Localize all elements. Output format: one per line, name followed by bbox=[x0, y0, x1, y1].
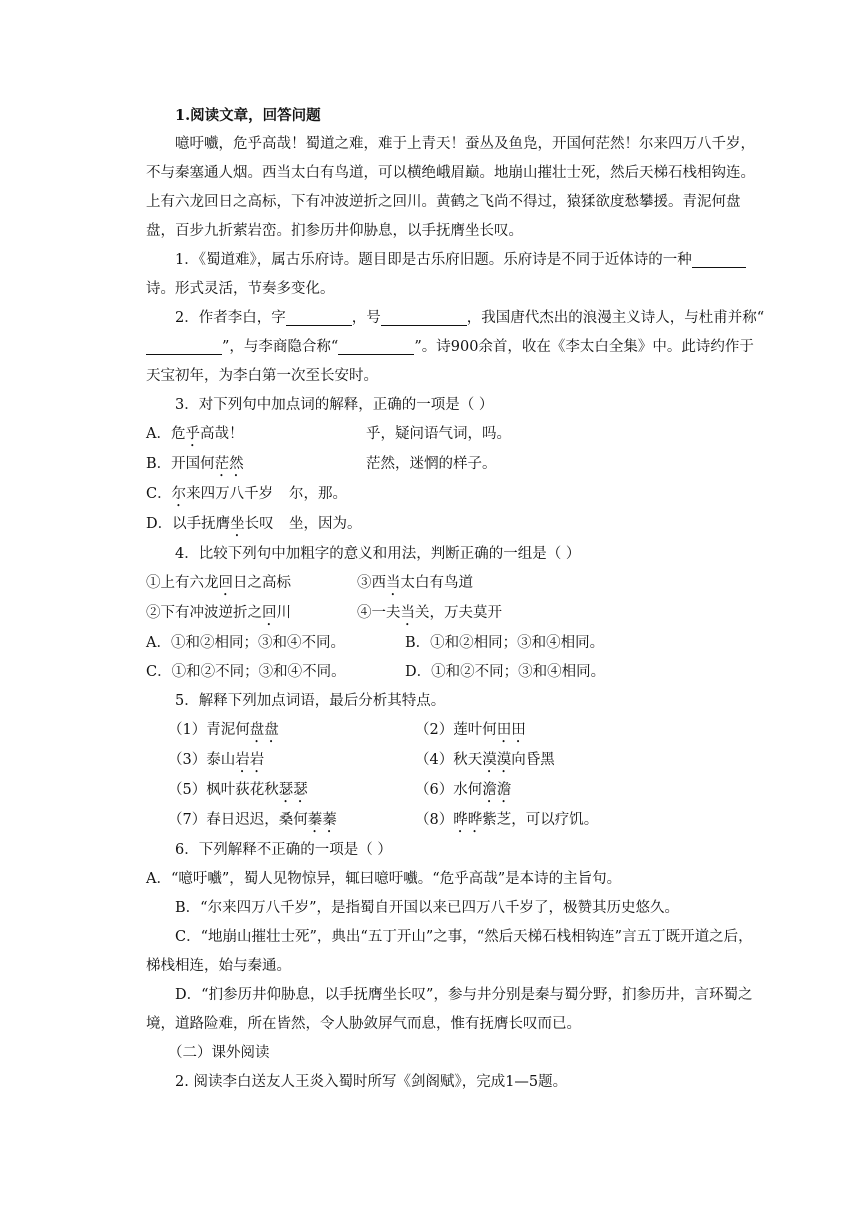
sentence-text: ④一夫 bbox=[357, 605, 401, 621]
item-1-post: 诗。形式灵活，节奏多变化。 bbox=[146, 281, 335, 297]
dotted-word: 坐 bbox=[230, 516, 245, 532]
option-explanation: 茫然，迷惘的样子。 bbox=[366, 456, 497, 472]
item-4-sentences-row-2 bbox=[146, 599, 766, 629]
dotted-word: 岩岩 bbox=[235, 752, 265, 768]
item-4-options-row-2 bbox=[146, 658, 766, 687]
option-text: 长叹 bbox=[244, 516, 274, 532]
blank-li-du[interactable] bbox=[146, 336, 222, 355]
item-5-stem: 5．解释下列加点词语，最后分析其特点。 bbox=[175, 693, 446, 709]
phrase-text: （4）秋天 bbox=[415, 752, 483, 768]
item-2-text-c: ，我国唐代杰出的浪漫主义诗人，与杜甫并称“ bbox=[466, 310, 765, 326]
option-text: 高哉！ bbox=[199, 426, 244, 442]
dotted-word: 乎 bbox=[185, 426, 200, 442]
item-2 bbox=[146, 304, 766, 391]
item-1 bbox=[146, 246, 766, 304]
item-4-options-row-1 bbox=[146, 629, 766, 658]
option-text: B．开国何 bbox=[146, 456, 215, 472]
option-explanation: 尔，那。 bbox=[289, 486, 347, 502]
option-explanation: 乎，疑问语气词，吗。 bbox=[366, 426, 511, 442]
phrase-text: （5）枫叶荻花秋 bbox=[168, 782, 279, 798]
sentence-text: 川 bbox=[276, 605, 291, 621]
item-3-option-a bbox=[146, 420, 766, 450]
option-text: A．危 bbox=[146, 426, 186, 442]
option-c: C．①和②不同；③和④不同。 bbox=[146, 664, 346, 680]
blank-courtesy-name[interactable] bbox=[286, 307, 352, 326]
dotted-word: 茫然 bbox=[214, 456, 244, 472]
sentence-text: ②下有冲波逆折之 bbox=[146, 605, 262, 621]
phrase-text: （8） bbox=[415, 812, 454, 828]
option-text: C． bbox=[146, 486, 172, 502]
sentence-text: 日之高标 bbox=[233, 575, 291, 591]
phrase-text: 紫芝，可以疗饥。 bbox=[482, 812, 599, 828]
blank-xiao-li-du[interactable] bbox=[338, 336, 414, 355]
item-2-text-b: ，号 bbox=[351, 310, 381, 326]
phrase-text: （3）泰山 bbox=[168, 752, 236, 768]
item-2-text-d: ”，与李商隐合称“ bbox=[222, 339, 339, 355]
sentence-text: 关，万夫莫开 bbox=[415, 605, 502, 621]
dotted-word: 当 bbox=[386, 575, 401, 591]
item-5-row-3 bbox=[146, 776, 766, 806]
item-6-stem: 6．下列解释不正确的一项是（ ） bbox=[175, 842, 392, 858]
document-content bbox=[146, 101, 766, 1097]
phrase-text: （7）春日迟迟，桑何 bbox=[168, 812, 308, 828]
option-d: D．①和②不同；③和④相同。 bbox=[405, 664, 606, 680]
blank-art-name[interactable] bbox=[381, 307, 467, 326]
phrase-text: （2）莲叶何 bbox=[415, 722, 497, 738]
item-5-row-4 bbox=[146, 806, 766, 836]
dotted-word: 回 bbox=[262, 605, 277, 621]
blank-poem-type[interactable] bbox=[692, 249, 746, 268]
item-3-option-d bbox=[146, 510, 766, 540]
dotted-word: 晔晔 bbox=[453, 812, 483, 828]
item-6-option-b: B．“尔来四万八千岁”，是指蜀自开国以来已四万八千岁了，极赞其历史悠久。 bbox=[175, 900, 679, 916]
dotted-word: 瑟瑟 bbox=[278, 782, 308, 798]
dotted-word: 当 bbox=[400, 605, 415, 621]
item-3-option-c bbox=[146, 480, 766, 510]
dotted-word: 蓁蓁 bbox=[307, 812, 337, 828]
passage-text: 噫吁嚱，危乎高哉！蜀道之难，难于上青天！蚕丛及鱼凫，开国何茫然！尔来四万八千岁，不与秦塞通人烟。西当太白有鸟道，可以横绝峨眉巅。地崩山摧壮士死，然后天梯石栈相钩连。上有六龙回日之高标，下有冲波逆折之回川。黄鹤之飞尚不得过，猿猱欲度愁攀援。青泥何盘盘，百步九折萦岩峦。扪参历井仰胁息，以手抚膺坐长叹。 bbox=[146, 136, 755, 239]
dotted-word: 尔 bbox=[171, 486, 187, 502]
dotted-word: 田田 bbox=[496, 722, 526, 738]
item-4-sentences-row-1 bbox=[146, 569, 766, 599]
item-1-pre: 1．《蜀道难》，属古乐府诗。题目即是古乐府旧题。乐府诗是不同于近体诗的一种 bbox=[175, 252, 692, 268]
sentence-text: ③西 bbox=[357, 575, 386, 591]
question-1-title: 1.阅读文章，回答问题 bbox=[175, 107, 321, 124]
item-3-option-b bbox=[146, 450, 766, 480]
item-4-stem: 4．比较下列句中加粗字的意义和用法，判断正确的一组是（ ） bbox=[175, 546, 581, 562]
dotted-word: 漠漠 bbox=[482, 752, 512, 768]
phrase-text: 向昏黑 bbox=[511, 752, 555, 768]
item-3-stem: 3．对下列句中加点词的解释，正确的一项是（ ） bbox=[175, 397, 494, 413]
option-text: 来四万八千岁 bbox=[186, 486, 274, 502]
item-2-text-a: 2．作者李白，字 bbox=[175, 310, 286, 326]
item-5-row-2 bbox=[146, 746, 766, 776]
item-5-row-1 bbox=[146, 716, 766, 746]
option-text: D．以手抚膺 bbox=[146, 516, 231, 532]
option-b: B．①和②相同；③和④相同。 bbox=[405, 635, 605, 651]
dotted-word: 盘盘 bbox=[249, 722, 279, 738]
sentence-text: ①上有六龙 bbox=[146, 575, 219, 591]
section-2-heading: （二）课外阅读 bbox=[168, 1045, 270, 1061]
dotted-word: 澹澹 bbox=[482, 782, 512, 798]
phrase-text: （6）水何 bbox=[415, 782, 483, 798]
sentence-text: 太白有鸟道 bbox=[400, 575, 473, 591]
item-6-option-a: A．“噫吁嚱”，蜀人见物惊异，辄曰噫吁嚱。“危乎高哉”是本诗的主旨句。 bbox=[146, 871, 622, 887]
question-2: 2. 阅读李白送友人王炎入蜀时所写《剑阁赋》，完成1—5题。 bbox=[175, 1074, 568, 1090]
item-2-text-e: ”。诗900余首，收在《李太白全集》中。此诗约作于天宝初年，为李白第一次至长安时。 bbox=[146, 339, 754, 384]
option-a: A．①和②相同；③和④不同。 bbox=[146, 635, 345, 651]
phrase-text: （1）青泥何 bbox=[168, 722, 250, 738]
dotted-word: 回 bbox=[218, 575, 233, 591]
item-6-option-c: C．“地崩山摧壮士死”，典出“五丁开山”之事，“然后天梯石栈相钩连”言五丁既开道之后，梯栈相连，始与秦通。 bbox=[146, 929, 753, 974]
option-explanation: 坐，因为。 bbox=[289, 516, 362, 532]
item-6-option-d: D．“扪参历井仰胁息，以手抚膺坐长叹”，参与井分别是秦与蜀分野，扪参历井，言环蜀之境，道路险难，所在皆然，令人胁敛屏气而息，惟有抚膺长叹而已。 bbox=[146, 987, 753, 1032]
